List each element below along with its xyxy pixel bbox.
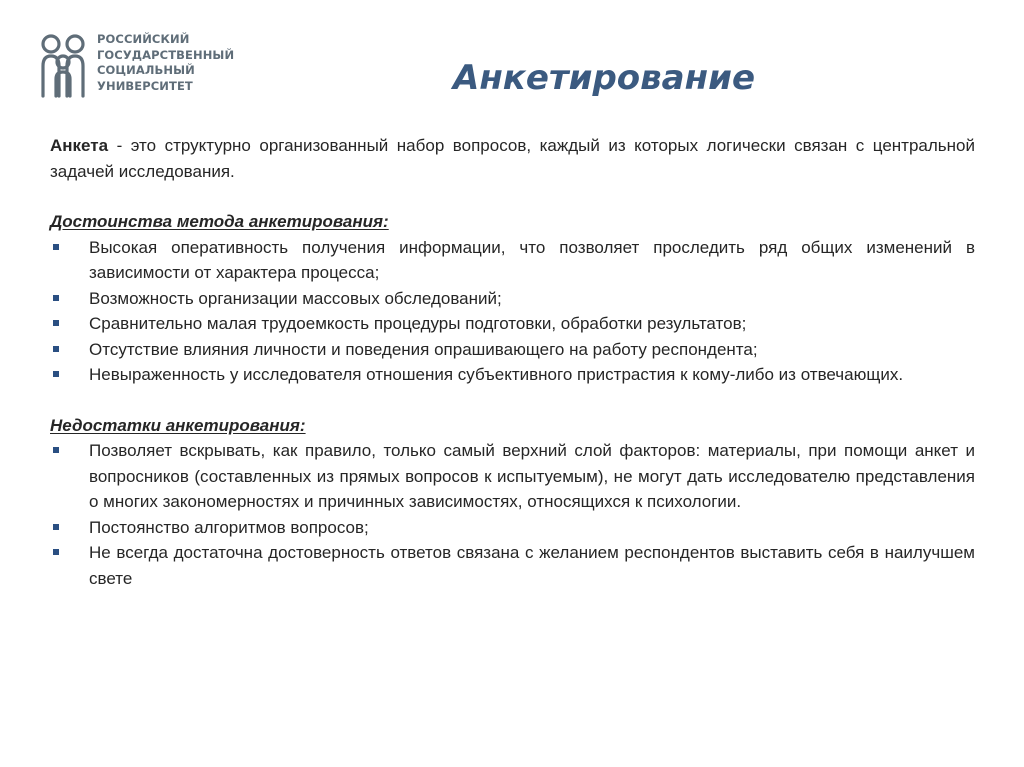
list-item-text: Позволяет вскрывать, как правило, только самый верхний слой факторов: материалы, при помощи анкет и вопросников (составленных из прямых вопросов к испытуемым), не могут дать исследователю представления о многих закономерностях и причинных зависимостях, относящихся к психологии. bbox=[89, 441, 975, 511]
list-item-text: Невыраженность у исследователя отношения субъективного пристрастия к кому-либо из отвечающих. bbox=[89, 365, 904, 384]
definition-text: - это структурно организованный набор вопросов, каждый из которых логически связан с центральной задачей исследования. bbox=[50, 136, 975, 181]
square-bullet-icon bbox=[53, 346, 59, 352]
people-logo-icon bbox=[40, 32, 88, 98]
logo-line-2: ГОСУДАРСТВЕННЫЙ bbox=[97, 47, 235, 62]
list-item bbox=[50, 540, 975, 591]
definition-paragraph bbox=[50, 133, 975, 184]
square-bullet-icon bbox=[53, 524, 59, 530]
logo-line-3: СОЦИАЛЬНЫЙ bbox=[97, 63, 195, 77]
logo-line-1: РОССИЙСКИЙ bbox=[97, 32, 190, 46]
spacer bbox=[50, 184, 975, 209]
list-item-text: Не всегда достаточна достоверность ответов связана с желанием респондентов выставить себя в наилучшем свете bbox=[89, 543, 975, 588]
list-item bbox=[50, 337, 975, 363]
list-item-text: Постоянство алгоритмов вопросов; bbox=[89, 517, 369, 537]
square-bullet-icon bbox=[53, 320, 59, 326]
list-item bbox=[50, 438, 975, 515]
university-name bbox=[97, 32, 247, 94]
square-bullet-icon bbox=[53, 244, 59, 250]
list-item-text: Сравнительно малая трудоемкость процедуры подготовки, обработки результатов; bbox=[89, 314, 747, 333]
list-item-text: Высокая оперативность получения информации, что позволяет проследить ряд общих изменений в зависимости от характера процесса; bbox=[89, 237, 975, 282]
square-bullet-icon bbox=[53, 447, 59, 453]
definition-term: Анкета bbox=[50, 136, 109, 155]
university-logo bbox=[40, 32, 240, 102]
list-item bbox=[50, 311, 975, 337]
list-item-text: Возможность организации массовых обследований; bbox=[89, 288, 502, 308]
logo-line-4: УНИВЕРСИТЕТ bbox=[97, 78, 193, 93]
spacer bbox=[50, 388, 975, 413]
slide-content bbox=[50, 133, 975, 591]
square-bullet-icon bbox=[53, 295, 59, 301]
slide-title: Анкетирование bbox=[453, 58, 755, 98]
square-bullet-icon bbox=[53, 549, 59, 555]
list-item-text: Отсутствие влияния личности и поведения опрашивающего на работу респондента; bbox=[89, 339, 758, 359]
square-bullet-icon bbox=[53, 371, 59, 377]
advantages-heading: Достоинства метода анкетирования: bbox=[50, 212, 389, 231]
disadvantages-list bbox=[50, 438, 975, 591]
advantages-list bbox=[50, 235, 975, 388]
list-item bbox=[50, 515, 975, 541]
list-item bbox=[50, 286, 975, 312]
list-item bbox=[50, 362, 975, 388]
disadvantages-heading: Недостатки анкетирования: bbox=[50, 415, 306, 435]
list-item bbox=[50, 235, 975, 286]
